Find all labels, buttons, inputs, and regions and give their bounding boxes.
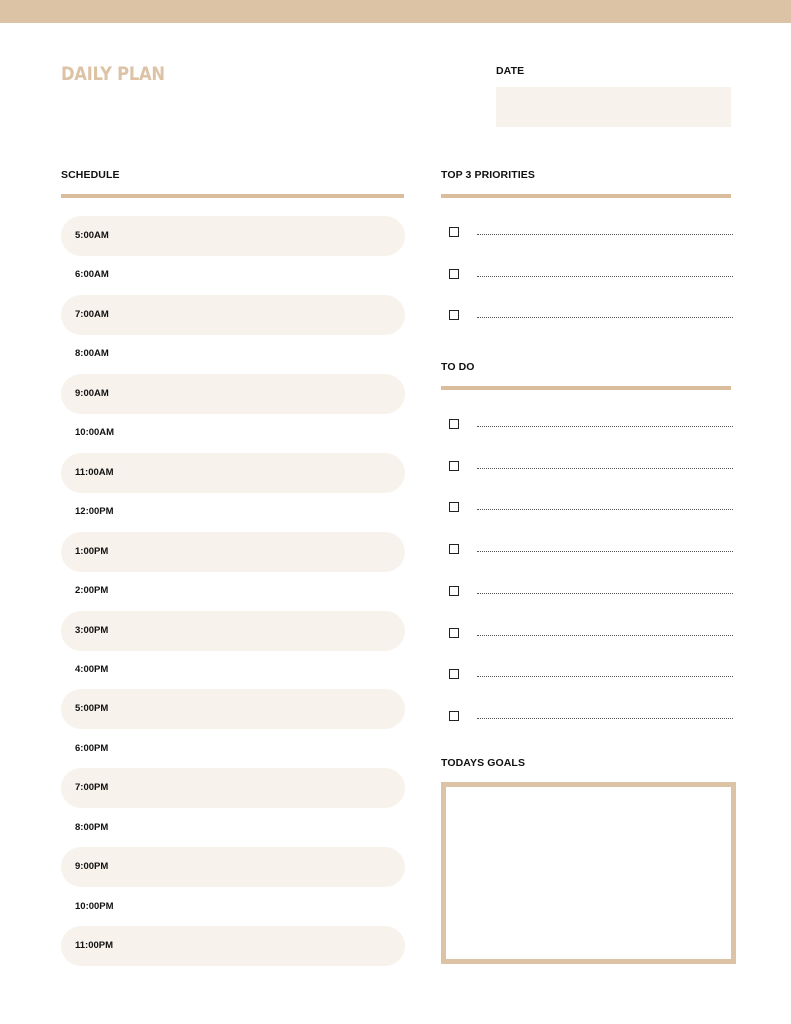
priority-entry-line[interactable]	[477, 317, 733, 318]
priorities-heading: TOP 3 PRIORITIES	[441, 169, 535, 181]
schedule-slot[interactable]	[61, 808, 405, 848]
schedule-slot[interactable]	[61, 453, 405, 493]
schedule-slot[interactable]	[61, 571, 405, 611]
date-label: DATE	[496, 65, 525, 77]
todo-entry-line[interactable]	[477, 718, 733, 719]
todo-item	[449, 709, 733, 725]
schedule-slot[interactable]	[61, 413, 405, 453]
priority-entry-line[interactable]	[477, 276, 733, 277]
schedule-time-label: 4:00PM	[75, 664, 109, 675]
schedule-slot[interactable]	[61, 216, 405, 256]
schedule-slot[interactable]	[61, 847, 405, 887]
schedule-heading: SCHEDULE	[61, 169, 120, 181]
todo-entry-line[interactable]	[477, 676, 733, 677]
schedule-time-label: 10:00AM	[75, 427, 115, 439]
todo-item	[449, 667, 733, 683]
schedule-time-label: 1:00PM	[75, 545, 109, 557]
schedule-time-label: 5:00AM	[75, 230, 109, 241]
priority-item	[449, 267, 733, 283]
schedule-time-label: 5:00PM	[75, 703, 109, 715]
schedule-slot[interactable]	[61, 926, 405, 966]
todo-entry-line[interactable]	[477, 593, 733, 594]
schedule-slot[interactable]	[61, 887, 405, 927]
checkbox-icon[interactable]	[449, 586, 459, 596]
schedule-time-label: 7:00AM	[75, 308, 109, 320]
todo-entry-line[interactable]	[477, 468, 733, 469]
todo-item	[449, 542, 733, 558]
schedule-time-label: 12:00PM	[75, 506, 114, 518]
todo-item	[449, 459, 733, 475]
checkbox-icon[interactable]	[449, 461, 459, 471]
checkbox-icon[interactable]	[449, 310, 459, 320]
checkbox-icon[interactable]	[449, 669, 459, 679]
schedule-slot[interactable]	[61, 729, 405, 769]
checkbox-icon[interactable]	[449, 628, 459, 638]
priority-item	[449, 225, 733, 241]
schedule-time-label: 8:00PM	[75, 821, 109, 833]
schedule-slot[interactable]	[61, 689, 405, 729]
schedule-slot[interactable]	[61, 532, 405, 572]
schedule-slot[interactable]	[61, 334, 405, 374]
priority-item	[449, 308, 733, 324]
top-color-band	[0, 0, 791, 23]
schedule-time-label: 8:00AM	[75, 348, 109, 360]
schedule-time-label: 6:00AM	[75, 269, 109, 281]
todo-item	[449, 500, 733, 516]
todo-rule	[441, 386, 731, 390]
todo-item	[449, 584, 733, 600]
todo-item	[449, 626, 733, 642]
todo-entry-line[interactable]	[477, 635, 733, 636]
schedule-time-label: 6:00PM	[75, 742, 109, 754]
schedule-time-label: 7:00PM	[75, 782, 109, 794]
checkbox-icon[interactable]	[449, 269, 459, 279]
schedule-time-label: 11:00PM	[75, 940, 114, 952]
priority-entry-line[interactable]	[477, 234, 733, 235]
checkbox-icon[interactable]	[449, 419, 459, 429]
schedule-time-label: 11:00AM	[75, 466, 114, 478]
schedule-slot[interactable]	[61, 374, 405, 414]
schedule-slot[interactable]	[61, 611, 405, 651]
checkbox-icon[interactable]	[449, 711, 459, 721]
checkbox-icon[interactable]	[449, 502, 459, 512]
schedule-time-label: 10:00PM	[75, 900, 114, 912]
date-field[interactable]	[496, 87, 731, 127]
schedule-slot[interactable]	[61, 768, 405, 808]
checkbox-icon[interactable]	[449, 544, 459, 554]
schedule-time-label: 3:00PM	[75, 624, 109, 636]
todo-item	[449, 417, 733, 433]
todo-entry-line[interactable]	[477, 426, 733, 427]
todo-entry-line[interactable]	[477, 509, 733, 510]
priorities-rule	[441, 194, 731, 198]
schedule-slot[interactable]	[61, 650, 405, 690]
schedule-slot[interactable]	[61, 255, 405, 295]
schedule-slot[interactable]	[61, 295, 405, 335]
schedule-time-label: 9:00PM	[75, 861, 109, 873]
schedule-time-label: 9:00AM	[75, 387, 109, 399]
goals-box[interactable]	[441, 782, 736, 964]
todo-entry-line[interactable]	[477, 551, 733, 552]
todo-heading: TO DO	[441, 361, 475, 373]
goals-heading: TODAYS GOALS	[441, 757, 526, 769]
schedule-rule	[61, 194, 404, 198]
page-title: DAILY PLAN	[61, 63, 165, 85]
schedule-time-label: 2:00PM	[75, 585, 109, 596]
checkbox-icon[interactable]	[449, 227, 459, 237]
schedule-slot[interactable]	[61, 492, 405, 532]
